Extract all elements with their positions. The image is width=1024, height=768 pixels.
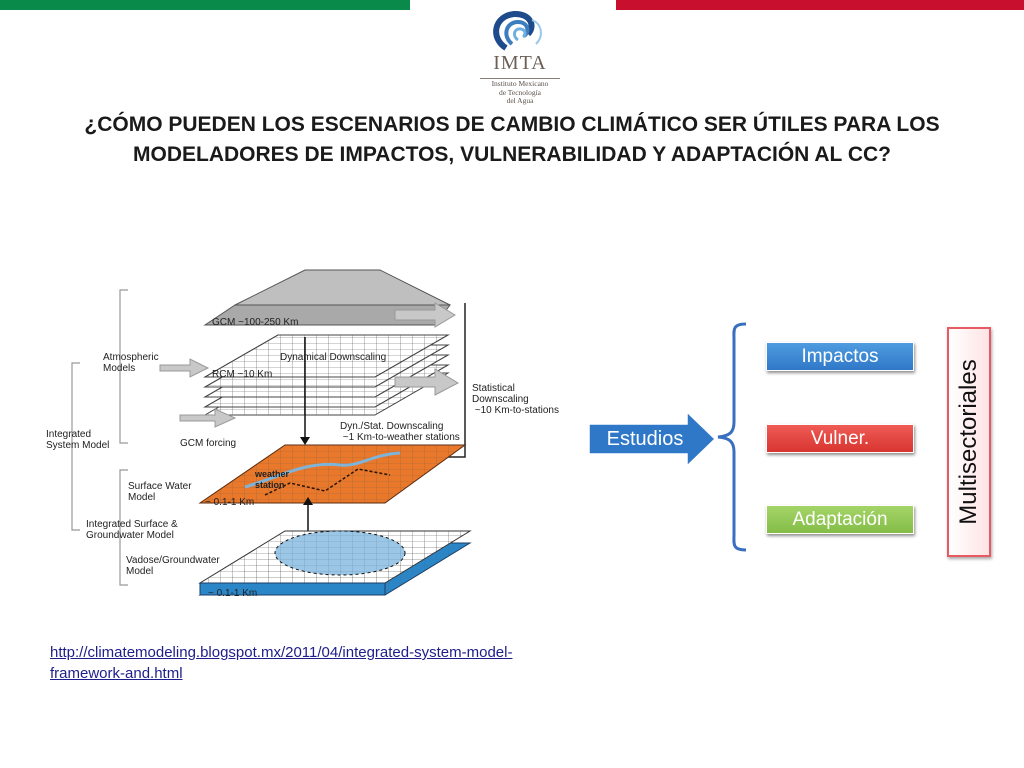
logo-subtitle-line: de Tecnología bbox=[498, 87, 542, 97]
integrated-system-model-diagram bbox=[40, 265, 580, 610]
label-atmospheric-models: Atmospheric Models bbox=[103, 352, 159, 374]
label-gcm-forcing: GCM forcing bbox=[180, 438, 237, 449]
imta-swirl-icon bbox=[484, 8, 556, 52]
outcome-vulnerabilidad: Vulner. bbox=[766, 424, 914, 453]
flag-stripe-red bbox=[616, 0, 1024, 10]
logo-subtitle-line: Instituto Mexicano bbox=[491, 79, 549, 88]
source-link[interactable]: http://climatemodeling.blogspot.mx/2011/04/integrated-system-model-framework-and.html bbox=[50, 644, 513, 682]
flag-stripe-green bbox=[0, 0, 410, 10]
diagram-graphic bbox=[40, 265, 580, 610]
label-integrated-system-model: Integrated System Model bbox=[46, 429, 110, 451]
label-vadose-groundwater: Vadose/Groundwater Model bbox=[126, 555, 220, 577]
label-weather-station: weather station bbox=[255, 469, 290, 490]
label-dynamical-downscaling: Dynamical Downscaling bbox=[280, 352, 387, 363]
label-gcm: GCM ~100-250 Km bbox=[212, 317, 299, 328]
curly-brace-icon bbox=[712, 320, 748, 554]
label-rcm: RCM ~10 Km bbox=[212, 369, 273, 380]
multisectoriales-box bbox=[947, 327, 991, 557]
outcome-impactos: Impactos bbox=[766, 342, 914, 371]
label-integrated-surface-groundwater: Integrated Surface & Groundwater Model bbox=[86, 519, 178, 541]
label-statistical-downscaling: Statistical Downscaling ~10 Km-to-stations bbox=[472, 383, 559, 416]
logo-subtitle bbox=[470, 80, 570, 106]
logo-name: IMTA bbox=[493, 52, 547, 74]
label-surface-water-model: Surface Water Model bbox=[128, 481, 192, 503]
label-resolution-surface: ~ 0.1-1 Km bbox=[205, 497, 255, 508]
multisectoriales-label: Multisectoriales bbox=[955, 359, 982, 525]
imta-logo bbox=[470, 8, 570, 104]
arrow-atmos-in-icon bbox=[160, 359, 208, 377]
estudios-label: Estudios bbox=[606, 428, 684, 450]
label-resolution-groundwater: ~ 0.1-1 Km bbox=[208, 588, 258, 599]
label-dyn-stat-downscaling: Dyn./Stat. Downscaling ~1 Km-to-weather stations bbox=[340, 421, 460, 443]
outcome-adaptacion: Adaptación bbox=[766, 505, 914, 534]
page-title: ¿CÓMO PUEDEN LOS ESCENARIOS DE CAMBIO CLIMÁTICO SER ÚTILES PARA LOS MODELADORES DE IMPACTOS, VULNERABILIDAD Y ADAPTACIÓN AL CC? bbox=[84, 113, 940, 166]
gcm-plane bbox=[235, 270, 450, 305]
logo-subtitle-line: del Agua bbox=[506, 96, 534, 105]
